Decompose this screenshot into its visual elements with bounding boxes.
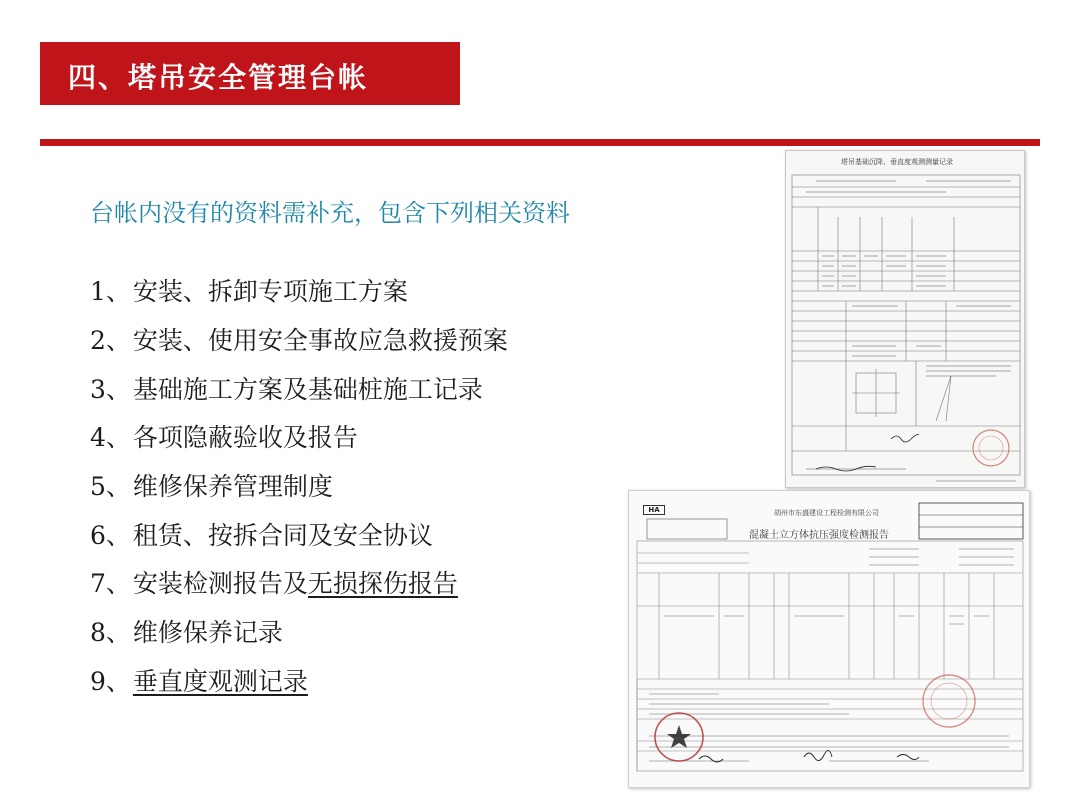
item-text: 安装、拆卸专项施工方案 [132, 277, 408, 307]
item-text: 维修保养记录 [132, 618, 283, 648]
title-banner [40, 42, 460, 105]
list-item [90, 558, 650, 607]
concrete-report-drawing [629, 491, 1030, 788]
item-text: 基础施工方案及基础桩施工记录 [132, 374, 483, 404]
doc2-company: 胡州市东盛建设工程检测有限公司 [774, 509, 879, 517]
item-text: 租赁、按拆合同及安全协议 [132, 520, 433, 550]
list-item [90, 315, 650, 364]
list-item [90, 656, 650, 705]
list-item [90, 509, 650, 558]
list-item [90, 461, 650, 510]
item-number: 6、 [90, 520, 131, 550]
item-number: 9、 [90, 666, 131, 696]
item-text: 各项隐蔽验收及报告 [132, 423, 358, 453]
item-number: 2、 [90, 326, 131, 356]
page-title: 四、塔吊安全管理台帐 [68, 61, 369, 94]
concrete-test-report-scan [628, 490, 1030, 788]
subtitle: 台帐内没有的资料需补充，包含下列相关资料 [90, 199, 570, 227]
list-item [90, 412, 650, 461]
ha-logo: HA [643, 505, 665, 515]
item-number: 5、 [90, 472, 131, 502]
doc2-title: 混凝土立方体抗压强度检测报告 [749, 530, 889, 541]
list-item [90, 266, 650, 315]
item-number: 1、 [90, 277, 131, 307]
list-item [90, 607, 650, 656]
settlement-record-drawing [786, 151, 1025, 488]
list-item [90, 363, 650, 412]
header-divider [40, 139, 1040, 146]
settlement-record-scan [785, 150, 1025, 488]
item-underlined-text: 无损探伤报告 [307, 569, 458, 599]
item-text: 安装检测报告及 [132, 569, 308, 599]
item-number: 8、 [90, 618, 131, 648]
item-number: 3、 [90, 374, 131, 404]
item-number: 7、 [90, 569, 131, 599]
item-underlined-text: 垂直度观测记录 [132, 666, 308, 696]
item-text: 安装、使用安全事故应急救援预案 [132, 326, 508, 356]
document-list [90, 266, 650, 704]
item-text: 维修保养管理制度 [132, 472, 333, 502]
doc1-title: 塔吊基础沉降、垂直度观测测量记录 [841, 158, 953, 166]
item-number: 4、 [90, 423, 131, 453]
